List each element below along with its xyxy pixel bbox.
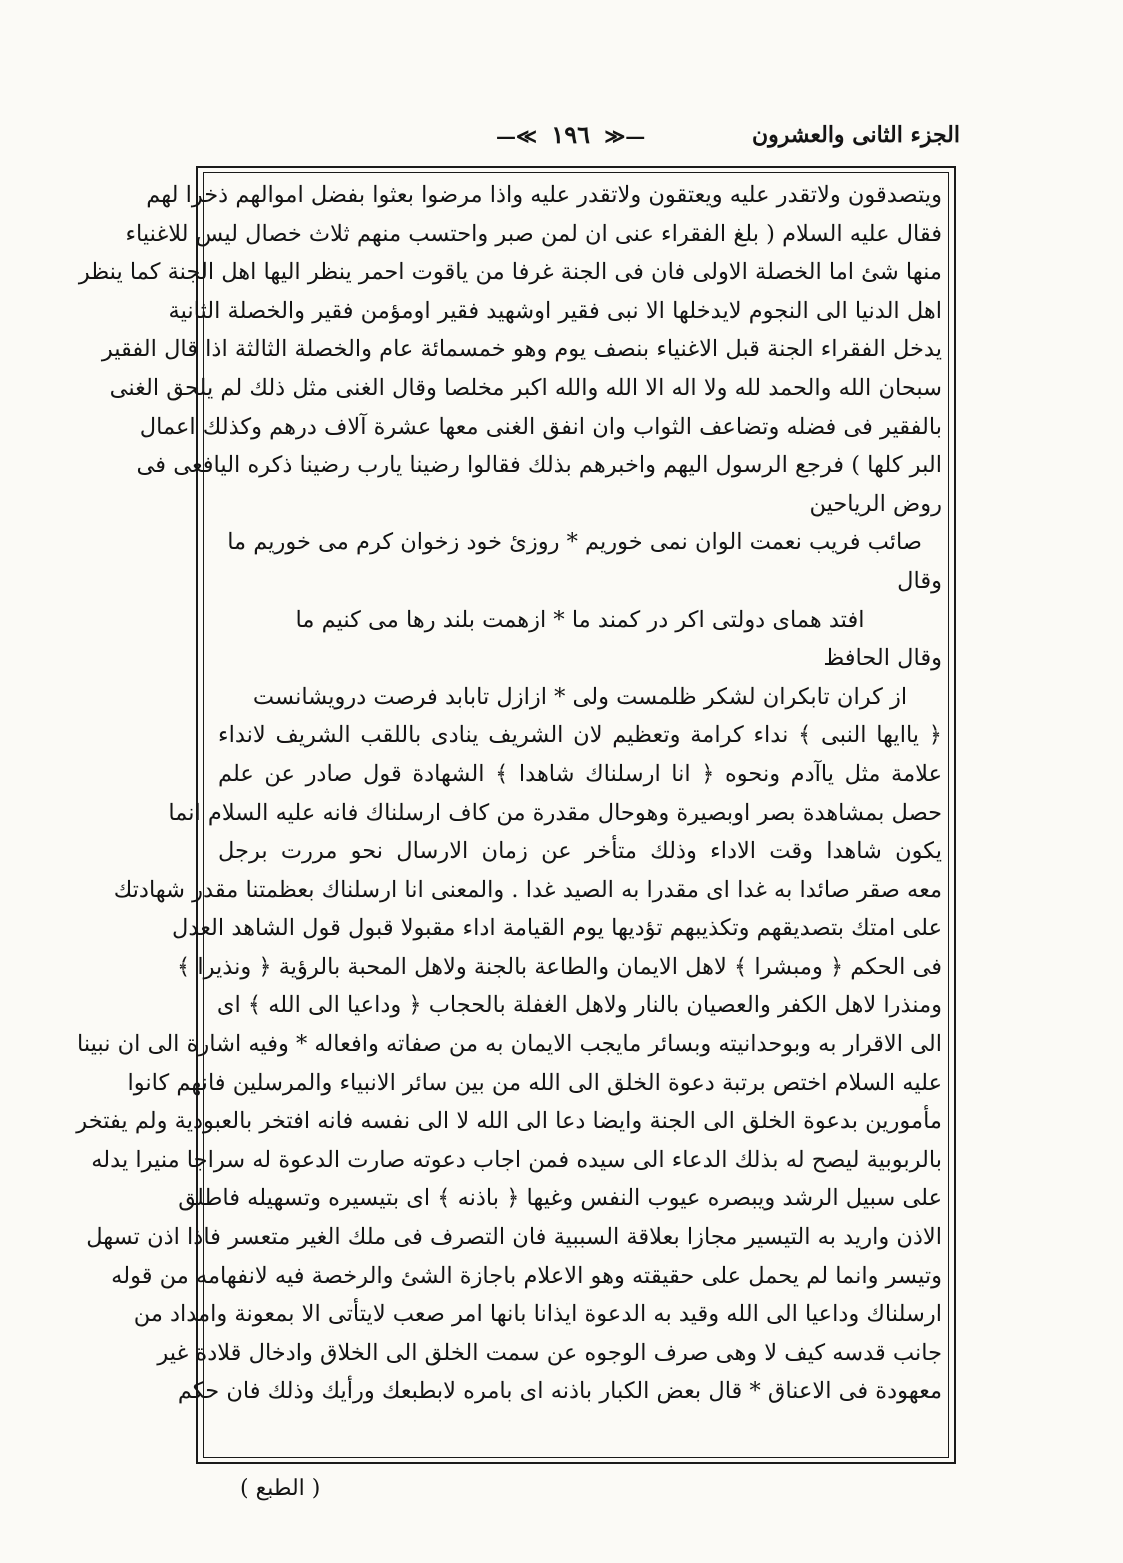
running-title: الجزء الثانی والعشرون — [751, 122, 960, 148]
text-line-21: فی الحكم ﴿ ومبشرا ﴾ لاهل الايمان والطاعة بالجنة ولاهل المحبة بالرؤية ﴿ ونذيرا ﴾ — [177, 953, 942, 980]
text-line-9: روض الرياحين — [809, 490, 942, 517]
main-text-block — [76, 176, 942, 1456]
page-number-ornament-left: ≫— — [496, 124, 537, 148]
text-line-26: بالربوبية ليصح له بذلك الدعاء الى سيده فمن اجاب دعوته صارت الدعوة له سراجا منيرا يدله — [91, 1146, 942, 1173]
verse-line-2: افتد هماى دولتى اكر در كمند ما * ازهمت بلند رها مى كنيم ما — [295, 606, 865, 633]
text-line-5: يدخل الفقراء الجنة قبل الاغنياء بنصف يوم وهو خمسمائة عام والخصلة الثالثة اذا قال الفقير — [101, 336, 942, 363]
page-number: ١٩٦ — [551, 120, 590, 149]
text-line-23: الى الاقرار به وبوحدانيته وبسائر مايجب الايمان به من صفاته وافعاله * وفيه اشارة الى ان نبينا — [77, 1031, 942, 1058]
text-line-13: وقال الحافظ — [823, 645, 942, 672]
text-line-6: سبحان الله والحمد لله ولا اله الا الله والله اكبر مخلصا وقال الغنى مثل ذلك لم يلحق الغنى — [109, 374, 942, 401]
text-line-31: جانب قدسه كيف لا وهى صرف الوجوه عن سمت الخلق الى الخلاق وادخال قلادة غير — [157, 1339, 942, 1366]
text-line-33 — [218, 1411, 942, 1450]
text-line-18: يكون شاهدا وقت الاداء وذلك متأخر عن زمان الارسال نحو مررت برجل — [218, 838, 942, 865]
text-line-19: معه صقر صائدا به غدا اى مقدرا به الصيد غدا . والمعنى انا ارسلناك بعظمتنا مقدر شهادتك — [113, 876, 942, 903]
text-line-29: وتيسر وانما لم يحمل على حقيقته وهو الاعلام باجازة الشئ والرخصة فيه لانفهامه من قوله — [111, 1262, 942, 1289]
text-line-24: عليه السلام اختص برتبة دعوة الخلق الى الله من بين سائر الانبياء والمرسلين فانهم كانوا — [127, 1069, 942, 1096]
page-number-ornament-right: —≪ — [604, 124, 646, 148]
text-line-22: ومنذرا لاهل الكفر والعصيان بالنار ولاهل الغفلة بالحجاب ﴿ وداعيا الى الله ﴾ اى — [216, 992, 942, 1019]
text-line-20: على امتك بتصديقهم وتكذيبهم تؤديها يوم القيامة اداء مقبولا قبول قول الشاهد العدل — [172, 915, 942, 942]
page-header — [200, 120, 960, 160]
text-line-15: ﴿ ياايها النبى ﴾ نداء كرامة وتعظيم لان الشريف ينادى باللقب الشريف لانداء — [218, 722, 942, 749]
text-line-8: البر كلها ) فرجع الرسول اليهم واخبرهم بذلك فقالوا رضينا يارب رضينا ذكره اليافعى فی — [136, 452, 942, 479]
verse-line-1: صائب فريب نعمت الوان نمى خوريم * روزئ خود زخوان كرم مى خوريم ما — [227, 529, 922, 556]
text-line-3: منها شئ اما الخصلة الاولى فان فی الجنة غرفا من ياقوت احمر ينظر اليها اهل الجنة كما ينظر — [78, 259, 942, 286]
text-line-28: الاذن واريد به التيسير مجازا بعلاقة السببية فان التصرف فی ملك الغير متعسر فاذا اذن تسهل — [86, 1224, 942, 1251]
text-line-11: وقال — [897, 567, 942, 594]
text-line-27: على سبيل الرشد ويبصره عيوب النفس وغيها ﴿ باذنه ﴾ اى بتيسيره وتسهيله فاطلق — [178, 1185, 942, 1212]
printing-signature: ( الطبع ) — [240, 1476, 321, 1501]
text-line-17: حصل بمشاهدة بصر اوبصيرة وهوحال مقدرة من كاف ارسلناك فانه عليه السلام انما — [168, 799, 942, 826]
page-number-group — [490, 120, 651, 149]
text-line-7: بالفقير فی فضله وتضاعف الثواب وان انفق الغنى معها عشرة آلاف درهم وكذلك اعمال — [139, 413, 942, 440]
text-line-2: فقال عليه السلام ( بلغ الفقراء عنی ان لمن صبر واحتسب منهم ثلاث خصال ليس للاغنياء — [125, 220, 942, 247]
text-line-25: مأمورين بدعوة الخلق الى الجنة وايضا دعا الى الله لا الى نفسه فانه افتخر بالعبودية ولم يفتخر — [76, 1108, 942, 1135]
text-line-30: ارسلناك وداعيا الى الله وقيد به الدعوة ايذانا بانها امر صعب لايتأتى الا بمعونة وامداد من — [133, 1301, 942, 1328]
text-line-32: معهودة فی الاعناق * قال بعض الكبار باذنه اى بامره لابطبعك ورأيك وذلك فان حكم — [177, 1378, 942, 1405]
verse-line-3: از كران تابكران لشكر ظلمست ولى * ازازل تابابد فرصت درويشانست — [252, 683, 908, 710]
text-line-4: اهل الدنيا الى النجوم لايدخلها الا نبى فقير اوشهيد فقير اومؤمن فقير والخصلة الثانية — [168, 297, 942, 324]
text-line-16: علامة مثل ياآدم ونحوه ﴿ انا ارسلناك شاهدا ﴾ الشهادة قول صادر عن علم — [218, 760, 942, 787]
text-line-1: ويتصدقون ولاتقدر عليه ويعتقون ولاتقدر عليه واذا مرضوا بعثوا بفضل اموالهم ذخرا لهم — [146, 182, 942, 208]
